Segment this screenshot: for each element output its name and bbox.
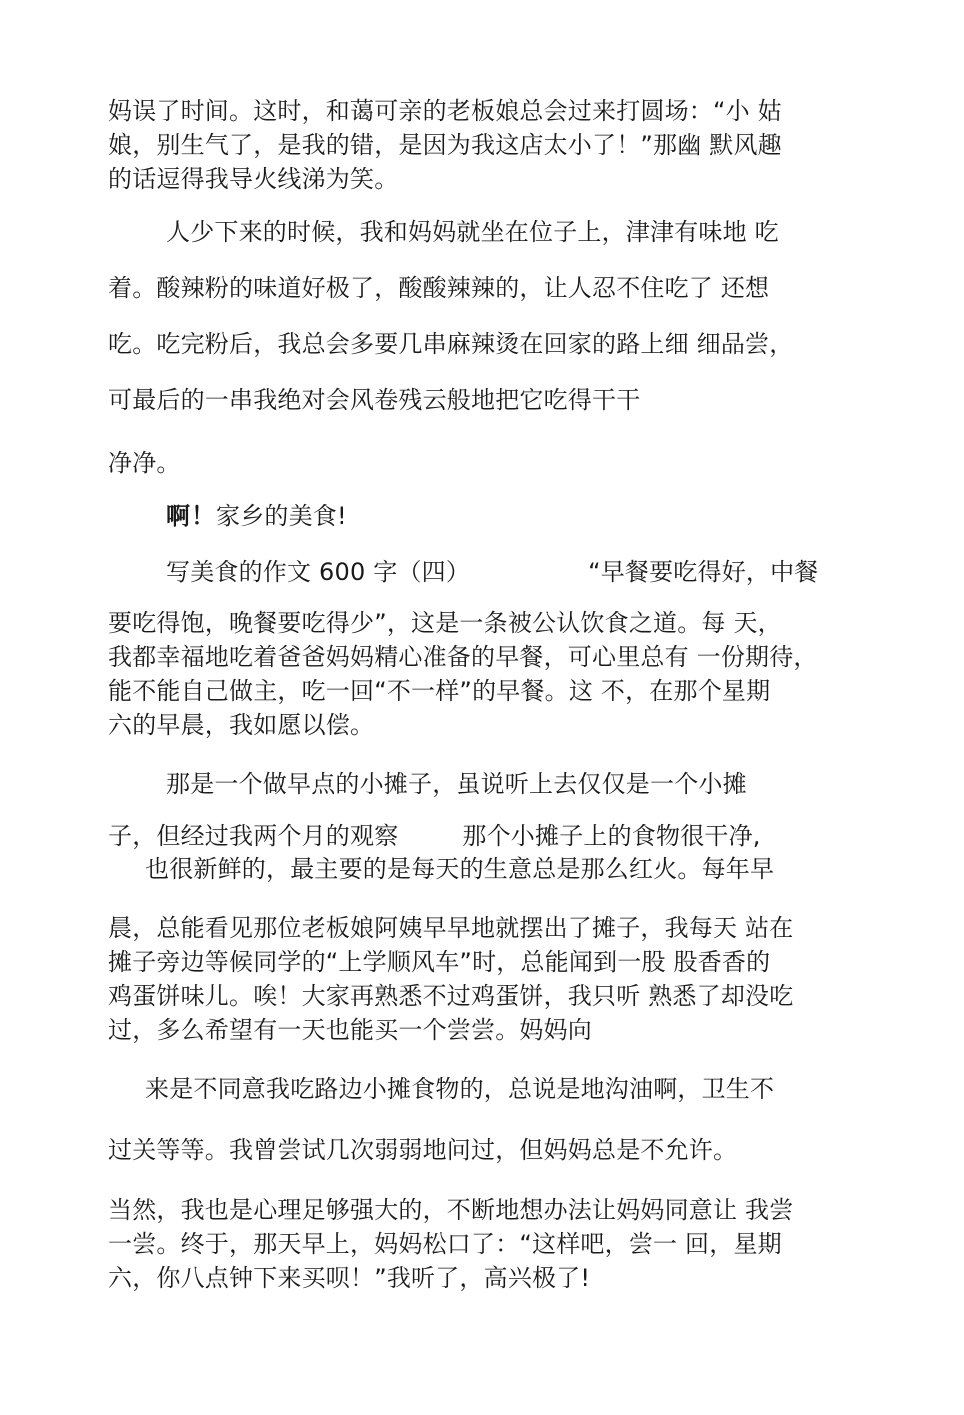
text-line: 要吃得饱，晚餐要吃得少”，这是一条被公认饮食之道。每 天，	[108, 609, 782, 637]
text-line: 人少下来的时候，我和妈妈就坐在位子上，津津有味地 吃	[166, 218, 779, 246]
text-line: 那是一个做早点的小摊子，虽说听上去仅仅是一个小摊	[166, 770, 747, 798]
text-line: 我都幸福地吃着爸爸妈妈精心准备的早餐，可心里总有 一份期待，	[108, 643, 818, 671]
text-fragment: 那个小摊子上的食物很干净,	[462, 822, 761, 850]
text-line: 当然，我也是心理足够强大的，不断地想办法让妈妈同意让 我尝	[108, 1196, 794, 1224]
exclamation-line	[166, 500, 347, 532]
text-line: 六，你八点钟下来买呗！”我听了，高兴极了!	[108, 1264, 591, 1292]
text-line: 过关等等。我曾尝试几次弱弱地问过，但妈妈总是不允许。	[108, 1136, 738, 1164]
text-line: 的话逗得我导火线涕为笑。	[108, 165, 399, 193]
text-line: 能不能自己做主，吃一回“不一样”的早餐。这 不，在那个星期	[108, 677, 771, 705]
text-line: 也很新鲜的，最主要的是每天的生意总是那么红火。每年早	[145, 855, 775, 883]
section-heading-line	[166, 556, 819, 588]
text-fragment: “早餐要吃得好，中餐	[588, 558, 819, 586]
text-line: 鸡蛋饼味儿。唉！大家再熟悉不过鸡蛋饼，我只听 熟悉了却没吃	[108, 982, 794, 1010]
text-fragment: 子，但经过我两个月的观察	[108, 822, 399, 850]
text-line: 六的早晨，我如愿以偿。	[108, 711, 375, 739]
exclamation-text: 啊！	[166, 502, 216, 530]
text-line: 着。酸辣粉的味道好极了，酸酸辣辣的，让人忍不住吃了 还想	[108, 274, 770, 302]
text-line: 摊子旁边等候同学的“上学顺风车”时，总能闻到一股 股香香的	[108, 948, 771, 976]
text-line: 晨，总能看见那位老板娘阿姨早早地就摆出了摊子，我每天 站在	[108, 914, 794, 942]
text-line: 可最后的一串我绝对会风卷残云般地把它吃得干干	[108, 386, 641, 414]
text-line: 娘，别生气了，是我的错，是因为我这店太小了！”那幽 默风趣	[108, 131, 782, 159]
text-line: 来是不同意我吃路边小摊食物的，总说是地沟油啊，卫生不	[145, 1075, 775, 1103]
section-heading: 写美食的作文 600 字（四）	[166, 558, 471, 586]
text-line: 妈误了时间。这时，和蔼可亲的老板娘总会过来打圆场：“小 姑	[108, 97, 782, 125]
text-line: 吃。吃完粉后，我总会多要几串麻辣烫在回家的路上细 细品尝，	[108, 330, 794, 358]
text-line: 净净。	[108, 449, 181, 477]
text-line: 一尝。终于，那天早上，妈妈松口了：“这样吧，尝一 回，星期	[108, 1230, 782, 1258]
text-line-split	[108, 820, 761, 852]
exclamation-rest: 家乡的美食!	[216, 502, 347, 530]
text-line: 过，多么希望有一天也能买一个尝尝。妈妈向	[108, 1016, 592, 1044]
